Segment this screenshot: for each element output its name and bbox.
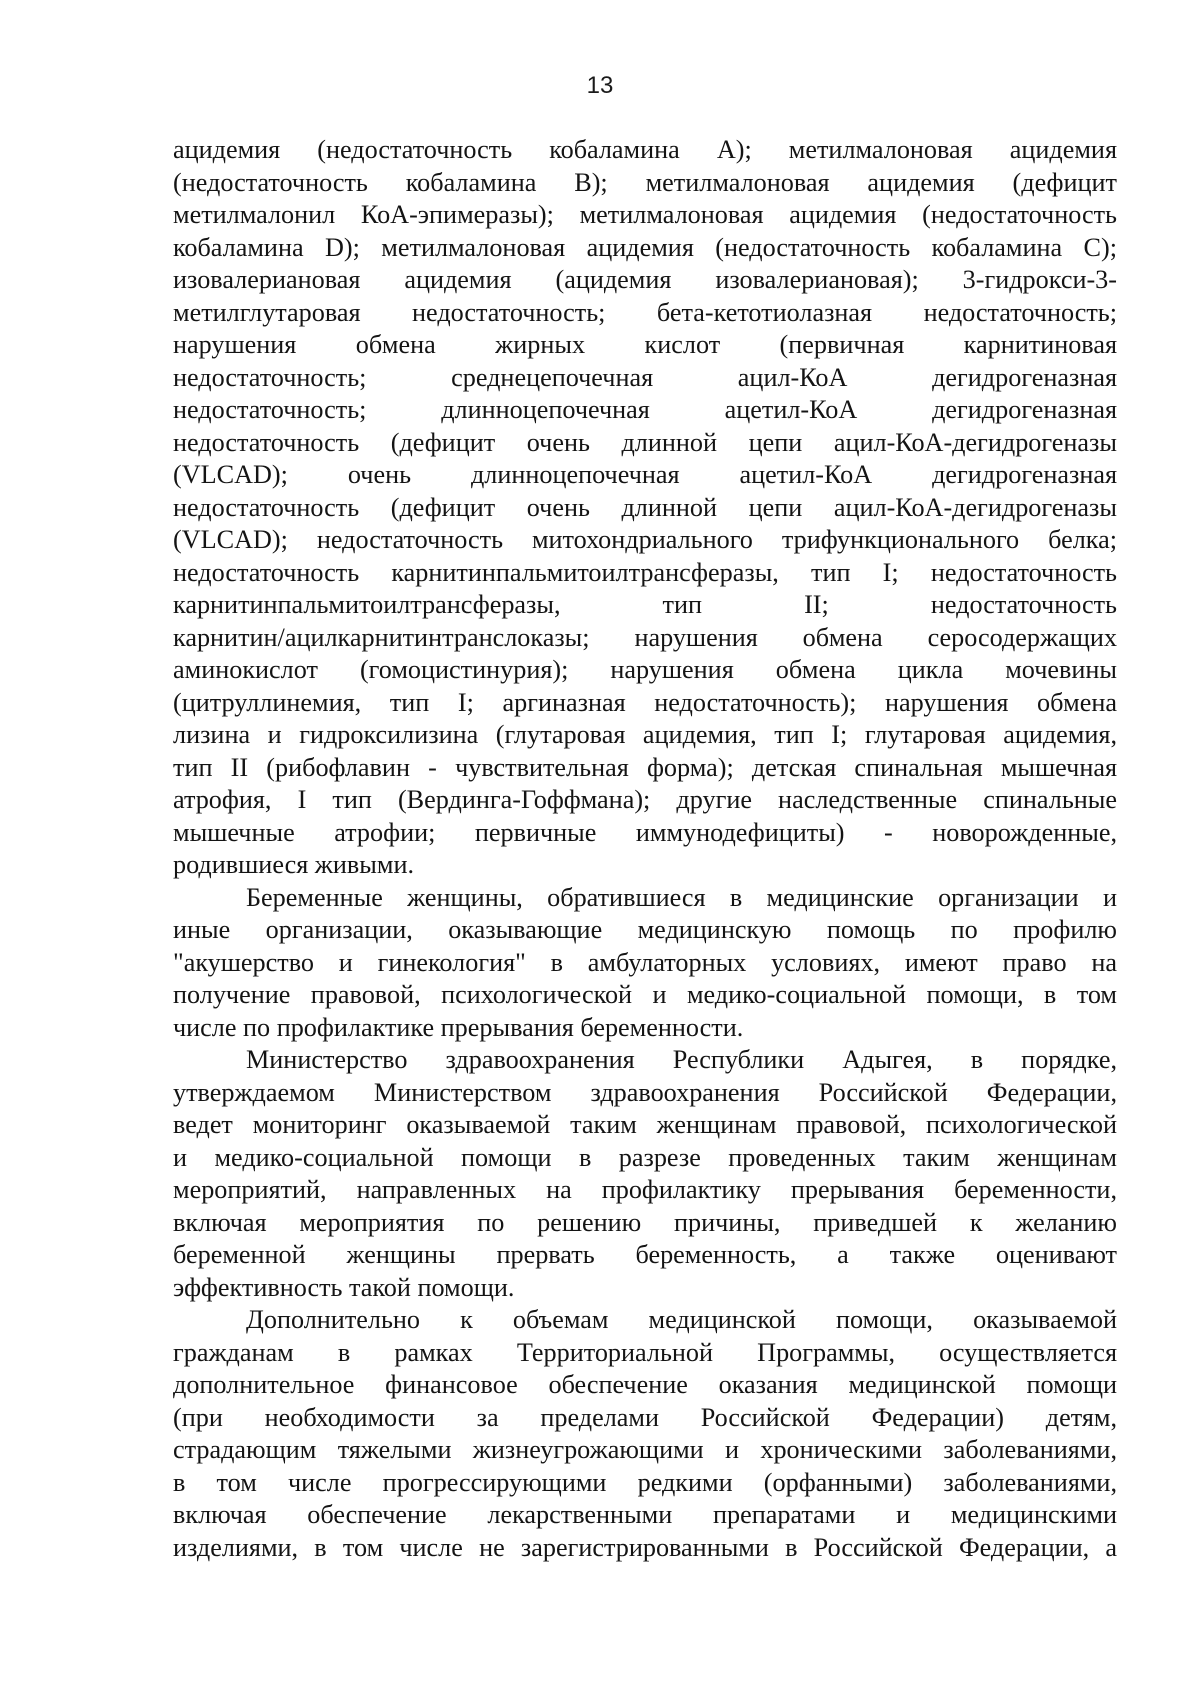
text-line: эффективность такой помощи. (173, 1272, 515, 1302)
text-line: в том числе прогрессирующими редкими (орфанными) заболеваниями, (173, 1467, 1117, 1497)
text-line: "акушерство и гинекология" в амбулаторных условиях, имеют право на (173, 947, 1117, 977)
text-line: недостаточность; длинноцепочечная ацетил-КоА дегидрогеназная (173, 395, 1117, 424)
text-line: недостаточность (дефицит очень длинной цепи ацил-КоА-дегидрогеназы (173, 427, 1117, 457)
text-line: тип II (рибофлавин - чувствительная форма); детская спинальная мышечная (173, 752, 1117, 782)
text-line: недостаточность карнитинпальмитоилтрансферазы, тип I; недостаточность (173, 557, 1117, 587)
text-line: карнитин/ацилкарнитинтранслоказы; нарушения обмена серосодержащих (173, 622, 1117, 652)
paragraph (173, 1044, 1117, 1304)
document-body (173, 134, 1117, 1564)
text-line: родившиеся живыми. (173, 850, 415, 879)
text-line: (при необходимости за пределами Российской Федерации) детям, (173, 1402, 1117, 1432)
text-line: атрофия, I тип (Вердинга-Гоффмана); другие наследственные спинальные (173, 785, 1117, 814)
text-line: Беременные женщины, обратившиеся в медицинские организации и (246, 882, 1117, 912)
text-line: утверждаемом Министерством здравоохранения Российской Федерации, (173, 1077, 1117, 1107)
text-line: мероприятий, направленных на профилактику прерывания беременности, (173, 1175, 1117, 1204)
text-line: беременной женщины прервать беременность, а также оценивают (173, 1240, 1117, 1269)
text-line: включая обеспечение лекарственными препаратами и медицинскими (173, 1500, 1117, 1529)
text-line: Дополнительно к объемам медицинской помощи, оказываемой (246, 1305, 1117, 1334)
text-line: ацидемия (недостаточность кобаламина А); метилмалоновая ацидемия (173, 135, 1117, 164)
text-line: иные организации, оказывающие медицинскую помощь по профилю (173, 915, 1117, 944)
text-line: страдающим тяжелыми жизнеугрожающими и хроническими заболеваниями, (173, 1435, 1117, 1464)
text-line: недостаточность (дефицит очень длинной цепи ацил-КоА-дегидрогеназы (173, 492, 1117, 522)
text-line: аминокислот (гомоцистинурия); нарушения обмена цикла мочевины (173, 655, 1117, 684)
text-line: нарушения обмена жирных кислот (первичная карнитиновая (173, 330, 1117, 359)
paragraph (173, 1304, 1117, 1564)
text-line: гражданам в рамках Территориальной Программы, осуществляется (173, 1337, 1117, 1367)
text-line: (недостаточность кобаламина В); метилмалоновая ацидемия (дефицит (173, 167, 1117, 197)
text-line: получение правовой, психологической и медико-социальной помощи, в том (173, 980, 1117, 1009)
text-line: изделиями, в том числе не зарегистрированными в Российской Федерации, а (173, 1532, 1117, 1562)
text-line: (VLCAD); очень длинноцепочечная ацетил-КоА дегидрогеназная (173, 460, 1117, 489)
paragraph (173, 134, 1117, 882)
text-line: карнитинпальмитоилтрансферазы, тип II; недостаточность (173, 590, 1117, 619)
text-line: метилмалонил КоА-эпимеразы); метилмалоновая ацидемия (недостаточность (173, 200, 1117, 229)
text-line: изовалериановая ацидемия (ацидемия изовалериановая); 3-гидрокси-3- (173, 265, 1117, 294)
text-line: включая мероприятия по решению причины, приведшей к желанию (173, 1207, 1117, 1237)
text-line: метилглутаровая недостаточность; бета-кетотиолазная недостаточность; (173, 297, 1117, 327)
text-line: (VLCAD); недостаточность митохондриального трифункционального белка; (173, 525, 1117, 554)
text-line: недостаточность; среднецепочечная ацил-КоА дегидрогеназная (173, 362, 1117, 392)
text-line: (цитруллинемия, тип I; аргиназная недостаточность); нарушения обмена (173, 687, 1117, 717)
text-line: ведет мониторинг оказываемой таким женщинам правовой, психологической (173, 1110, 1117, 1139)
text-line: лизина и гидроксилизина (глутаровая ацидемия, тип I; глутаровая ацидемия, (173, 720, 1117, 749)
page-number: 13 (586, 72, 614, 99)
paragraph (173, 882, 1117, 1045)
text-line: кобаламина D); метилмалоновая ацидемия (недостаточность кобаламина С); (173, 232, 1117, 262)
text-line: мышечные атрофии; первичные иммунодефициты) - новорожденные, (173, 817, 1117, 847)
text-line: числе по профилактике прерывания беременности. (173, 1012, 744, 1042)
text-line: дополнительное финансовое обеспечение оказания медицинской помощи (173, 1370, 1117, 1399)
text-line: Министерство здравоохранения Республики Адыгея, в порядке, (246, 1045, 1117, 1074)
text-line: и медико-социальной помощи в разрезе проведенных таким женщинам (173, 1142, 1117, 1172)
